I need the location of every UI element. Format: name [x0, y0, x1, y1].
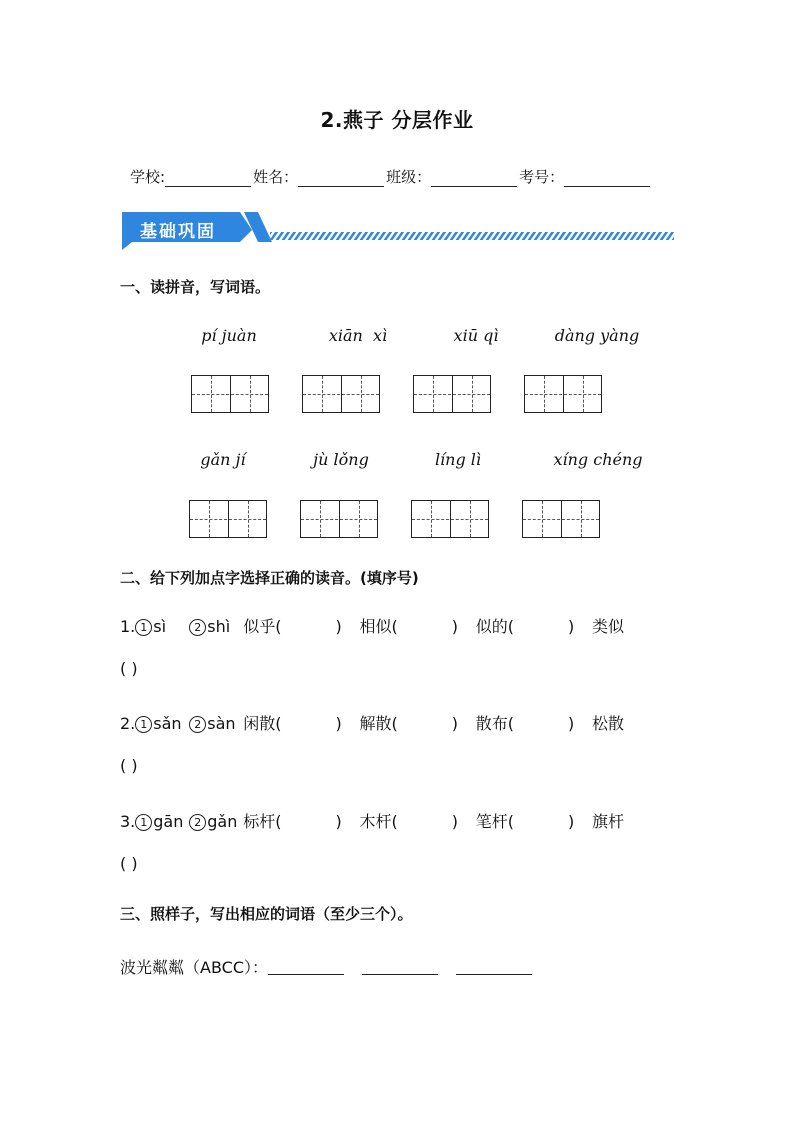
- q1-answer-4[interactable]: ( ): [120, 659, 138, 678]
- answer-blank-3[interactable]: [456, 958, 532, 975]
- q2-word-3: 散布(: [475, 714, 515, 733]
- writing-box-2[interactable]: [302, 375, 380, 413]
- school-blank[interactable]: [165, 170, 251, 187]
- q3-close-2: ): [451, 812, 459, 831]
- q3-number: 3.: [120, 812, 136, 831]
- q2-word-1: 闲散(: [243, 714, 282, 733]
- exam-number-field: [519, 166, 652, 187]
- answer-blank-1[interactable]: [268, 958, 344, 975]
- section3-example: 波光粼粼（ABCC）：: [120, 958, 268, 977]
- q1-circle-1: 1: [135, 619, 152, 636]
- section2-title: 二、给下列加点字选择正确的读音。(填序号): [120, 569, 419, 587]
- writing-box-3[interactable]: [413, 375, 491, 413]
- writing-box-7[interactable]: [411, 500, 489, 538]
- writing-box-1[interactable]: [191, 375, 269, 413]
- q3-answer-4[interactable]: ( ): [120, 854, 138, 873]
- q1-close-2: ): [451, 617, 459, 636]
- q1-close-1: ): [335, 617, 342, 636]
- q3-word-3: 笔杆(: [475, 812, 515, 831]
- banner-label: 基础巩固: [140, 222, 216, 242]
- q2-close-1: ): [335, 714, 342, 733]
- section3-title: 三、照样子，写出相应的词语（至少三个）。: [120, 905, 413, 923]
- q3-option-1: gān: [153, 812, 184, 831]
- class-blank[interactable]: [431, 170, 517, 187]
- pinyin-6: jù lǒng: [313, 450, 369, 469]
- q2-word-2: 解散(: [359, 714, 398, 733]
- name-label: 姓名：: [253, 168, 299, 186]
- q1-option-1: sì: [153, 617, 167, 636]
- question-3: [120, 809, 624, 832]
- exam-number-label: 考号：: [519, 168, 565, 186]
- pinyin-5: gǎn jí: [200, 450, 246, 469]
- q1-option-2: shì: [207, 617, 231, 636]
- q3-circle-1: 1: [135, 814, 152, 831]
- q2-circle-2: 2: [189, 716, 206, 733]
- name-blank[interactable]: [298, 170, 384, 187]
- exam-number-blank[interactable]: [564, 170, 650, 187]
- q1-word-2: 相似(: [359, 617, 398, 636]
- q2-word-4: 松散: [592, 714, 625, 733]
- q1-circle-2: 2: [189, 619, 206, 636]
- writing-box-5[interactable]: [189, 500, 267, 538]
- pinyin-2: xiān xì: [328, 326, 388, 345]
- q3-close-1: ): [335, 812, 342, 831]
- name-field: [253, 166, 386, 187]
- class-field: [386, 166, 519, 187]
- q2-option-1: sǎn: [153, 714, 182, 733]
- q1-word-4: 类似: [592, 617, 625, 636]
- q1-word-3: 似的(: [475, 617, 515, 636]
- pinyin-3: xiū qì: [453, 326, 499, 345]
- q3-word-2: 木杆(: [359, 812, 398, 831]
- writing-box-6[interactable]: [300, 500, 378, 538]
- q1-word-1: 似乎(: [243, 617, 282, 636]
- section1-title: 一、读拼音，写词语。: [120, 278, 271, 296]
- pinyin-8: xíng chéng: [553, 450, 643, 469]
- pinyin-1: pí juàn: [201, 326, 257, 345]
- question-2: [120, 711, 624, 734]
- school-field: [130, 166, 253, 187]
- q3-word-4: 旗杆: [592, 812, 625, 831]
- writing-box-8[interactable]: [522, 500, 600, 538]
- q3-circle-2: 2: [189, 814, 206, 831]
- writing-box-4[interactable]: [524, 375, 602, 413]
- class-label: 班级：: [386, 168, 432, 186]
- q3-word-1: 标杆(: [243, 812, 282, 831]
- page-title: 2.燕子 分层作业: [320, 108, 474, 132]
- student-info-row: [130, 166, 652, 187]
- q2-circle-1: 1: [135, 716, 152, 733]
- q2-option-2: sàn: [207, 714, 236, 733]
- question-1: [120, 614, 624, 637]
- school-label: 学校:: [130, 168, 166, 186]
- answer-blank-2[interactable]: [362, 958, 438, 975]
- q1-number: 1.: [120, 617, 136, 636]
- q2-close-3: ): [568, 714, 575, 733]
- section-banner: [118, 208, 678, 250]
- q1-close-3: ): [568, 617, 575, 636]
- pinyin-7: líng lì: [434, 450, 482, 469]
- q3-option-2: gǎn: [207, 812, 238, 831]
- pinyin-4: dàng yàng: [554, 326, 640, 345]
- section3-example-row: [120, 955, 550, 978]
- q2-answer-4[interactable]: ( ): [120, 756, 138, 775]
- q3-close-3: ): [568, 812, 575, 831]
- q2-number: 2.: [120, 714, 136, 733]
- q2-close-2: ): [451, 714, 459, 733]
